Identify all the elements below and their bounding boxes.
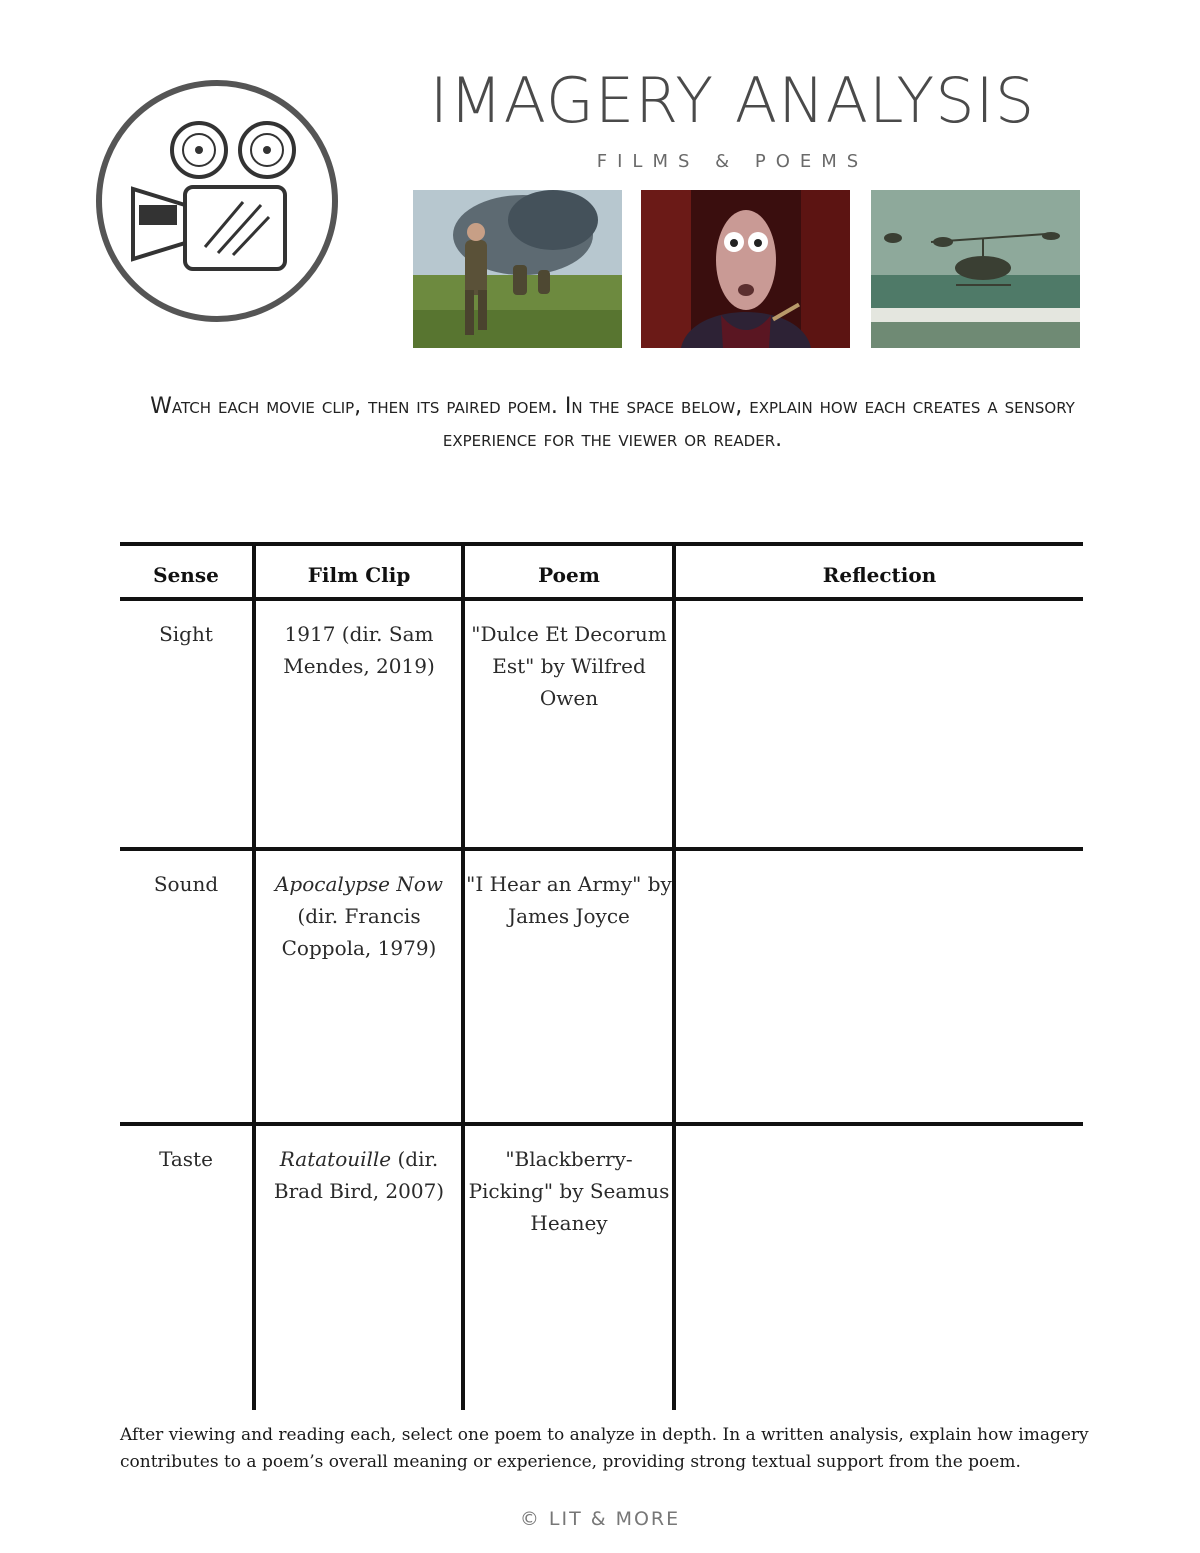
poem-cell: "Blackberry-Picking" by Seamus Heaney bbox=[468, 1147, 670, 1235]
film-clip-cell bbox=[256, 868, 462, 964]
film-clip-cell bbox=[256, 618, 462, 682]
page-title: IMAGERY ANALYSIS bbox=[429, 64, 1036, 137]
header-film-clip: Film Clip bbox=[307, 563, 411, 587]
header-reflection: Reflection bbox=[822, 563, 937, 587]
film-title: Apocalypse Now bbox=[274, 872, 444, 896]
header-sense: Sense bbox=[153, 563, 219, 587]
film-details: 1917 (dir. Sam Mendes, 2019) bbox=[283, 622, 435, 678]
reflection-cell[interactable] bbox=[676, 601, 1083, 847]
sense-cell: Taste bbox=[159, 1147, 213, 1171]
sense-cell: Sight bbox=[159, 622, 213, 646]
film-details: (dir. Brad Bird, 2007) bbox=[273, 1147, 445, 1203]
table-rule bbox=[120, 542, 1083, 546]
sense-cell: Sound bbox=[153, 872, 219, 896]
header-poem: Poem bbox=[538, 563, 600, 587]
page-subtitle: FILMS & POEMS bbox=[596, 151, 869, 172]
film-still-battlefield bbox=[413, 190, 622, 348]
film-still-helicopters bbox=[871, 190, 1080, 348]
film-camera-icon bbox=[93, 77, 341, 325]
writing-task: After viewing and reading each, select one poem to analyze in depth. In a written analysis, explain how imagery contributes to a poem’s overall meaning or experience, providing strong textual support from the poem. bbox=[120, 1425, 1089, 1472]
poem-cell: "I Hear an Army" by James Joyce bbox=[466, 872, 672, 928]
analysis-table bbox=[120, 542, 1083, 1410]
film-clip-cell bbox=[256, 1143, 462, 1207]
instructions-text: Watch each movie clip, then its paired poem. In the space below, explain how each creates a sensory experience for the viewer or reader. bbox=[150, 394, 1075, 452]
reflection-cell[interactable] bbox=[676, 851, 1083, 1122]
copyright: © LIT & MORE bbox=[519, 1508, 681, 1530]
poem-cell: "Dulce Et Decorum Est" by Wilfred Owen bbox=[471, 622, 667, 710]
film-still-critic bbox=[641, 190, 850, 348]
film-title: Ratatouille bbox=[279, 1147, 392, 1171]
film-details: (dir. Francis Coppola, 1979) bbox=[281, 904, 437, 960]
reflection-cell[interactable] bbox=[676, 1126, 1083, 1410]
